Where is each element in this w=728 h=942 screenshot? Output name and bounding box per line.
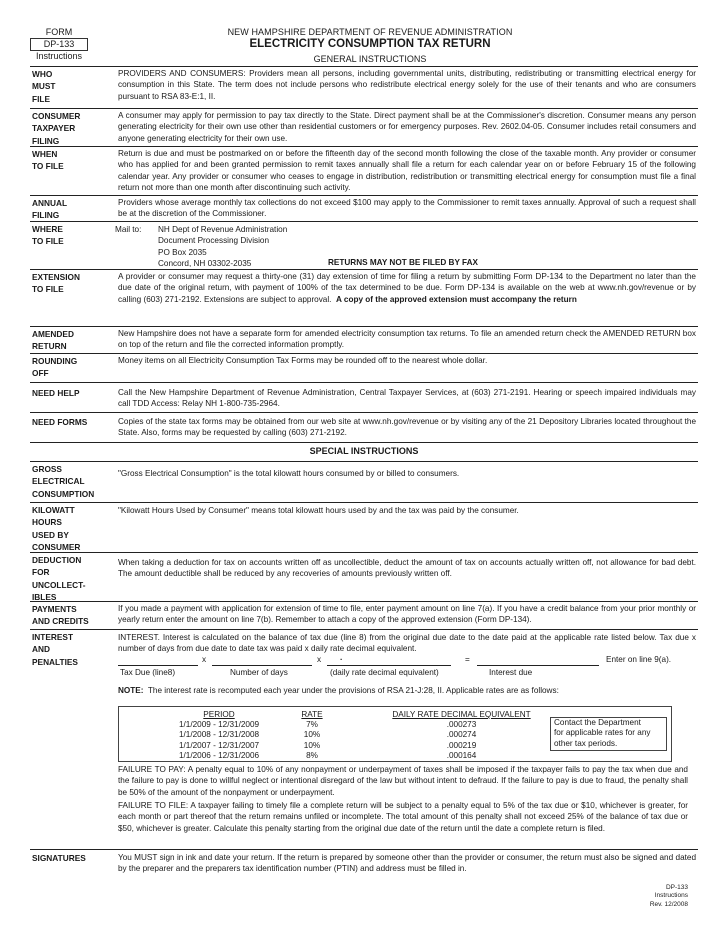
failure-to-file-text: FAILURE TO FILE: A taxpayer failing to timely file a complete return will be subject to a penalty equal to 5% of the tax due or $10, whichever is greater, for each month or part thereof that the return remains unfiled or incomplete. The total amount of this penalty shall not exceed 25% of the balance of tax due or $50, whichever is greater. Calculate this penalty starting from the original due date of the return until the date a complete return is filed.	[118, 801, 688, 833]
section-label: NEED FORMS	[32, 417, 88, 427]
section-text: Call the New Hampshire Department of Revenue Administration, Central Taxpayer Services, at (603) 271-2191. Hearing or speech impaired individuals may call TDD Access: Relay NH 1-800-735-2964.	[118, 388, 696, 409]
section-label: CONSUMER TAXPAYER FILING	[32, 111, 81, 146]
section-extension	[30, 269, 698, 326]
section-label: INTEREST AND PENALTIES	[32, 632, 78, 667]
mail-label: Mail to:	[115, 225, 142, 234]
failure-to-pay-text: FAILURE TO PAY: A penalty equal to 10% of any nonpayment or underpayment of taxes shall be imposed if the taxpayer fails to pay the tax when due and the failure to pay is done to willful neglect or intentional disregard of the law but without intent to defraud. If the failure to pay is due to fraud, the penalty shall be 50% of the amount of the nonpayment or underpayment.	[118, 765, 688, 797]
section-label: KILOWATT HOURS USED BY CONSUMER	[32, 505, 81, 552]
section-text: Providers whose average monthly tax collections do not exceed $100 may apply to the Commissioner to remit taxes annually. Approval of such a request shall be at the discretion of the Commissioner.	[118, 198, 696, 219]
section-label: NEED HELP	[32, 388, 80, 398]
interest-due-line	[477, 665, 599, 666]
section-label: WHEN TO FILE	[32, 149, 64, 172]
section-rounding	[30, 353, 698, 382]
section-payments-credits	[30, 601, 698, 629]
footer-form-id: DP-133 Instructions Rev. 12/2008	[649, 884, 688, 908]
section-label: AMENDED RETURN	[32, 329, 74, 352]
section-who-must-file	[30, 66, 698, 108]
interest-text: INTEREST. Interest is calculated on the balance of tax due (line 8) from the original due date to the date paid at the applicable rate listed below. Tax due x number of days from due date to date tax was paid x daily rate decimal equivalent.	[118, 633, 696, 654]
page-title: ELECTRICITY CONSUMPTION TAX RETURN	[249, 38, 491, 50]
section-label: WHERE TO FILE	[32, 224, 64, 247]
form-sub: Instructions	[35, 51, 83, 61]
section-label: ANNUAL FILING	[32, 198, 68, 221]
section-label: PAYMENTS AND CREDITS	[32, 604, 89, 627]
enter-line-note: Enter on line 9(a).	[606, 655, 672, 664]
section-text: A provider or consumer may request a thirty-one (31) day extension of time for filing a return by submitting Form DP-134 to the Department no later than the due date of the original return, with payment of 100% of the tax determined to be due. Form DP-134 is available on the web at www.nh.gov/revenue or by calling (603) 271-2192. Extensions are subject to approval. A copy of the approved extension must accompany the return	[118, 272, 696, 304]
section-label: WHO MUST FILE	[32, 69, 56, 104]
section-text: Money items on all Electricity Consumption Tax Forms may be rounded off to the nearest whole dollar.	[118, 356, 488, 365]
section-label: DEDUCTION FOR UNCOLLECT- IBLES	[32, 555, 86, 602]
period-column: PERIOD 1/1/2009 - 12/31/2009 1/1/2008 - 12/31/2008 1/1/2007 - 12/31/2007 1/1/2006 - 12/31/2006	[178, 710, 260, 760]
tax-due-line	[118, 665, 198, 666]
special-instructions-heading: SPECIAL INSTRUCTIONS	[309, 446, 419, 456]
section-text: If you made a payment with application for extension of time to file, enter payment amount on line 7(a). If you have a credit balance from your prior monthly or yearly return enter the amount on line 7(b). Remember to attach a copy of the approved extension (Form DP-134).	[118, 604, 696, 625]
multiply-sign: x	[202, 655, 207, 664]
section-text: PROVIDERS AND CONSUMERS: Providers mean all persons, including governmental units, distributing, redistributing or transmitting electrical energy for consumption in this State. The term does not include persons who redistribute electrical energy solely for the use of their tenants and who are consumers pursuant to RSA 83-E:1, II.	[118, 69, 696, 101]
section-kilowatt-hours	[30, 502, 698, 552]
department-name: NEW HAMPSHIRE DEPARTMENT OF REVENUE ADMINISTRATION	[227, 27, 513, 37]
section-where-to-file	[30, 221, 698, 269]
section-label: SIGNATURES	[32, 853, 86, 863]
contact-note-box: Contact the Department for applicable rates for any other tax periods.	[550, 717, 667, 751]
equals-sign: =	[465, 655, 470, 664]
section-gross-consumption	[30, 461, 698, 502]
rate-note: NOTE: The interest rate is recomputed each year under the provisions of RSA 21-J:28, II. Applicable rates are as follows:	[118, 686, 559, 695]
section-text: Return is due and must be postmarked on or before the fifteenth day of the second month following the close of the taxable month. Any provider or consumer who has applied for and been granted permission to remit taxes annually shall file a return for each calendar year on or before February 15 of the following calendar year. Any provider or consumer who ceases to engage in distribution, redistribution or transmitting electrical energy for consumption must file a final return not more than one month after discontinuing such activity.	[118, 149, 696, 193]
form-label: FORM	[45, 27, 73, 37]
section-text: "Gross Electrical Consumption" is the total kilowatt hours consumed by or billed to consumers.	[118, 469, 460, 478]
section-need-forms	[30, 412, 698, 442]
days-line	[212, 665, 312, 666]
caption-days: Number of days	[230, 668, 288, 677]
rate-line	[327, 665, 451, 666]
section-label: EXTENSION TO FILE	[32, 272, 80, 295]
decimal-point: .	[340, 653, 343, 662]
general-instructions-heading: GENERAL INSTRUCTIONS	[313, 54, 427, 64]
section-text: A consumer may apply for permission to pay tax directly to the State. Direct payment shall be at the Commissioner's discretion. Consumer means any person generating electricity for their own use other than residential customers or for emergency purposes. Rev. 2602.04-05. Consumer includes retail consumers and anyone generating electricity for their own use.	[118, 111, 696, 143]
mailing-address: NH Dept of Revenue Administration Document Processing Division PO Box 2035 Concord, NH 03302-2035	[158, 225, 288, 269]
section-deduction	[30, 552, 698, 601]
section-signatures	[30, 849, 698, 879]
section-text: You MUST sign in ink and date your return. If the return is prepared by someone other than the provider or consumer, the return must also be signed and dated by the preparer and the preparers tax identification number (PTIN) and address must be filled in.	[118, 853, 696, 874]
section-when-to-file	[30, 146, 698, 195]
divider	[30, 442, 698, 443]
section-text: When taking a deduction for tax on accounts written off as uncollectible, deduct the amount of tax on accounts actually written off, not allowance for bad debt. The amount deductible shall be reduced by any recoveries of amounts previously written off.	[118, 558, 696, 579]
form-number: DP-133	[30, 38, 88, 51]
section-need-help	[30, 382, 698, 412]
form-id-block	[30, 27, 88, 62]
caption-interest-due: Interest due	[489, 668, 533, 677]
rate-column: RATE 7% 10% 10% 8%	[301, 710, 323, 760]
section-text: New Hampshire does not have a separate form for amended electricity consumption tax returns. To file an amended return check the AMENDED RETURN box on top of the return and file the corrected information promptly.	[118, 329, 696, 350]
no-fax-notice: RETURNS MAY NOT BE FILED BY FAX	[328, 258, 478, 267]
section-text: "Kilowatt Hours Used by Consumer" means total kilowatt hours used by and the tax was paid by the consumer.	[118, 506, 519, 515]
section-consumer-filing	[30, 108, 698, 146]
section-label: ROUNDING OFF	[32, 356, 78, 379]
section-annual-filing	[30, 195, 698, 221]
section-amended	[30, 326, 698, 353]
multiply-sign: x	[317, 655, 322, 664]
caption-tax-due: Tax Due (line8)	[120, 668, 176, 677]
section-label: GROSS ELECTRICAL CONSUMPTION	[32, 464, 95, 499]
caption-rate: (daily rate decimal equivalent)	[330, 668, 439, 677]
section-text: Copies of the state tax forms may be obtained from our web site at www.nh.gov/revenue or by visiting any of the 21 Depository Libraries located throughout the State. Also, forms may be requested by calling (603) 271-2192.	[118, 417, 696, 438]
daily-rate-column: DAILY RATE DECIMAL EQUIVALENT .000273 .000274 .000219 .000164	[392, 710, 531, 760]
